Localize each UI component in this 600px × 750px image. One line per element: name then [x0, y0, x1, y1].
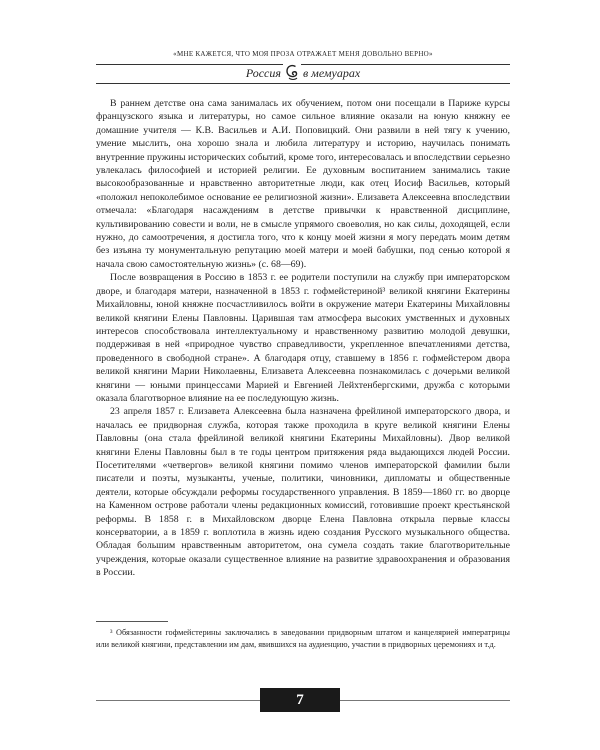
paragraph: После возвращения в Россию в 1853 г. ее родители поступили на службу при императорском дворе, и благодаря матери, назначенной в 1853 г. гофмейстериной³ великой княгини Екатерины Михайловны, юной княжне посчастливилось войти в окружение матери Екатерины Михайловны великой княгини Елены Павловны. Царившая там атмосфера высоких умственных и духовных интересов способствовала интеллектуальному и нравственному развитию молодой девушки, поддерживая в ней «природное чувство справедливости, укрепленное впечатлениями детства, проведенного в свободной стране». А благодаря отцу, ставшему в 1856 г. гофмейстером двора великой княгини Марии Николаевны, Елизавета Алексеевна познакомилась с дочерьми великой княгини — юными принцессами Марией и Евгенией Лейхтенбергскими, дружба с которыми оказала благотворное влияние на ее последующую жизнь. — [96, 272, 510, 404]
footnote-rule — [96, 621, 168, 622]
folio-rule-right — [340, 700, 510, 701]
band-bottom-rule — [96, 83, 510, 84]
paragraph: В раннем детстве она сама занималась их обучением, потом они посещали в Париже курсы французского языка и литературы, но самое сильное влияние оказали на юную княжну ее домашние учителя — К.В. Васильев и А.И. Поповицкий. Они развили в ней тягу к учению, умение мыслить, она хорошо знала и любила литературу и историю, научилась понимать внутренние пружины исторических событий, кроме того, интересовалась и впоследствии серьезно увлекалась философией и историей религии. Ее духовным воспитанием занимались такие высокообразованные и нравственно авторитетные люди, как отец Иосиф Васильев, который «положил непоколебимое основание ее религиозной жизни». Елизавета Алексеевна впоследствии отмечала: «Благодаря насаждениям в детстве привычки к нравственной дисциплине, культивированию совести и воли, не в смысле упрямого своеволия, но как силы, доходящей, если нужно, до самоотречения, я достигла того, что к концу моей жизни я могу передать моим детям без изъяна ту монументальную репутацию моей матери и моей бабушки, под сенью которой я начала свою самостоятельную жизнь» (с. 68—69). — [96, 98, 510, 270]
section-title-right: в мемуарах — [302, 66, 361, 80]
paragraph: 23 апреля 1857 г. Елизавета Алексеевна была назначена фрейлиной императорского двора, и началась ее придворная служба, которая также проходила в круге великой княгини Елены Павловны (она стала фрейлиной великой княгини Екатерины Михайловны). Двор великой княгини Елены Павловны был в те годы центром притяжения ряда выдающихся людей России. Посетителями «четвергов» великой княгини помимо членов императорской фамилии были писатели и поэты, музыканты, ученые, политики, чиновники, дипломаты и общественные деятели, которые обсуждали реформы государственного управления. В 1859—1860 гг. во дворце на Каменном острове работали члены редакционных комиссий, готовившие проект крестьянской реформы. В 1858 г. в Михайловском дворце Елена Павловна открыла первые классы консерватории, а в 1859 г. воплотила в жизнь идею создания Русского музыкального общества. Обладая большим нравственным авторитетом, она сумела создать такие благотворительные учреждения, которые оказали существенное влияние на развитие здравоохранения и образования в России. — [96, 406, 510, 579]
footnote: ³ Обязанности гофмейстерины заключались в заведовании придворным штатом и канцелярией императрицы или великой княгини, представлении им дам, явившихся на аудиенцию, участии в придворных церемониях и т.д. — [96, 628, 510, 649]
running-head: «МНЕ КАЖЕТСЯ, ЧТО МОЯ ПРОЗА ОТРАЖАЕТ МЕНЯ ДОВОЛЬНО ВЕРНО» — [173, 50, 433, 58]
main-text — [96, 97, 510, 580]
section-title-left: Россия — [245, 66, 281, 80]
ornamental-monogram-icon — [283, 63, 301, 81]
folio-rule-left — [96, 700, 260, 701]
page-number: 7 — [260, 688, 340, 712]
section-title-band — [96, 62, 510, 86]
section-title — [96, 63, 510, 82]
